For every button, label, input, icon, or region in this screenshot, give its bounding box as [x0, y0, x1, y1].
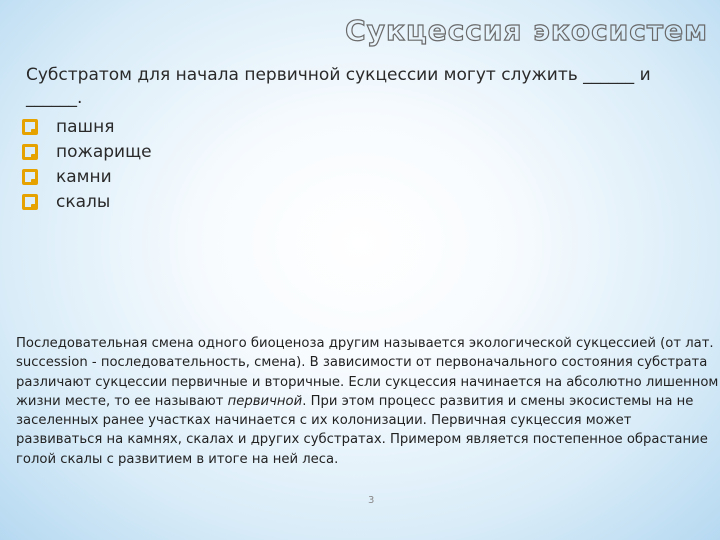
answer-option-label: пожарище — [56, 141, 152, 162]
slide-title: Сукцессия экосистем — [345, 14, 708, 47]
answer-options — [22, 114, 152, 214]
answer-option[interactable] — [22, 114, 152, 139]
paragraph-text-part2: . При этом процесс развития и смены экосистемы на не заселенных ранее участках начинается с их колонизации. Первичная сукцессия может развиваться на камнях, скалах и других субстратах. Примером является постепенное обрастание голой скалы с развитием в итоге на ней леса. — [16, 393, 708, 467]
page-number: 3 — [368, 495, 375, 506]
answer-option-label: скалы — [56, 191, 111, 212]
answer-option-label: пашня — [56, 116, 115, 137]
checkbox-icon[interactable] — [22, 119, 38, 135]
question-text: Субстратом для начала первичной сукцессии могут служить ______ и ______. — [26, 65, 651, 108]
answer-option[interactable] — [22, 139, 152, 164]
answer-option-label: камни — [56, 166, 112, 187]
paragraph-text-part1: Последовательная смена одного биоценоза другим называется экологической сукцессией (от лат. succession - последовательность, смена). В зависимости от первоначального состояния субстрата различают сукцессии первичные и вторичные. Если сукцессия начинается на абсолютно лишенном жизни месте, то ее называют — [16, 336, 719, 409]
answer-option[interactable] — [22, 164, 152, 189]
checkbox-icon[interactable] — [22, 169, 38, 185]
explanation-paragraph — [16, 334, 720, 469]
checkbox-icon[interactable] — [22, 194, 38, 210]
paragraph-emphasis: первичной — [227, 393, 303, 409]
checkbox-icon[interactable] — [22, 144, 38, 160]
answer-option[interactable] — [22, 189, 152, 214]
